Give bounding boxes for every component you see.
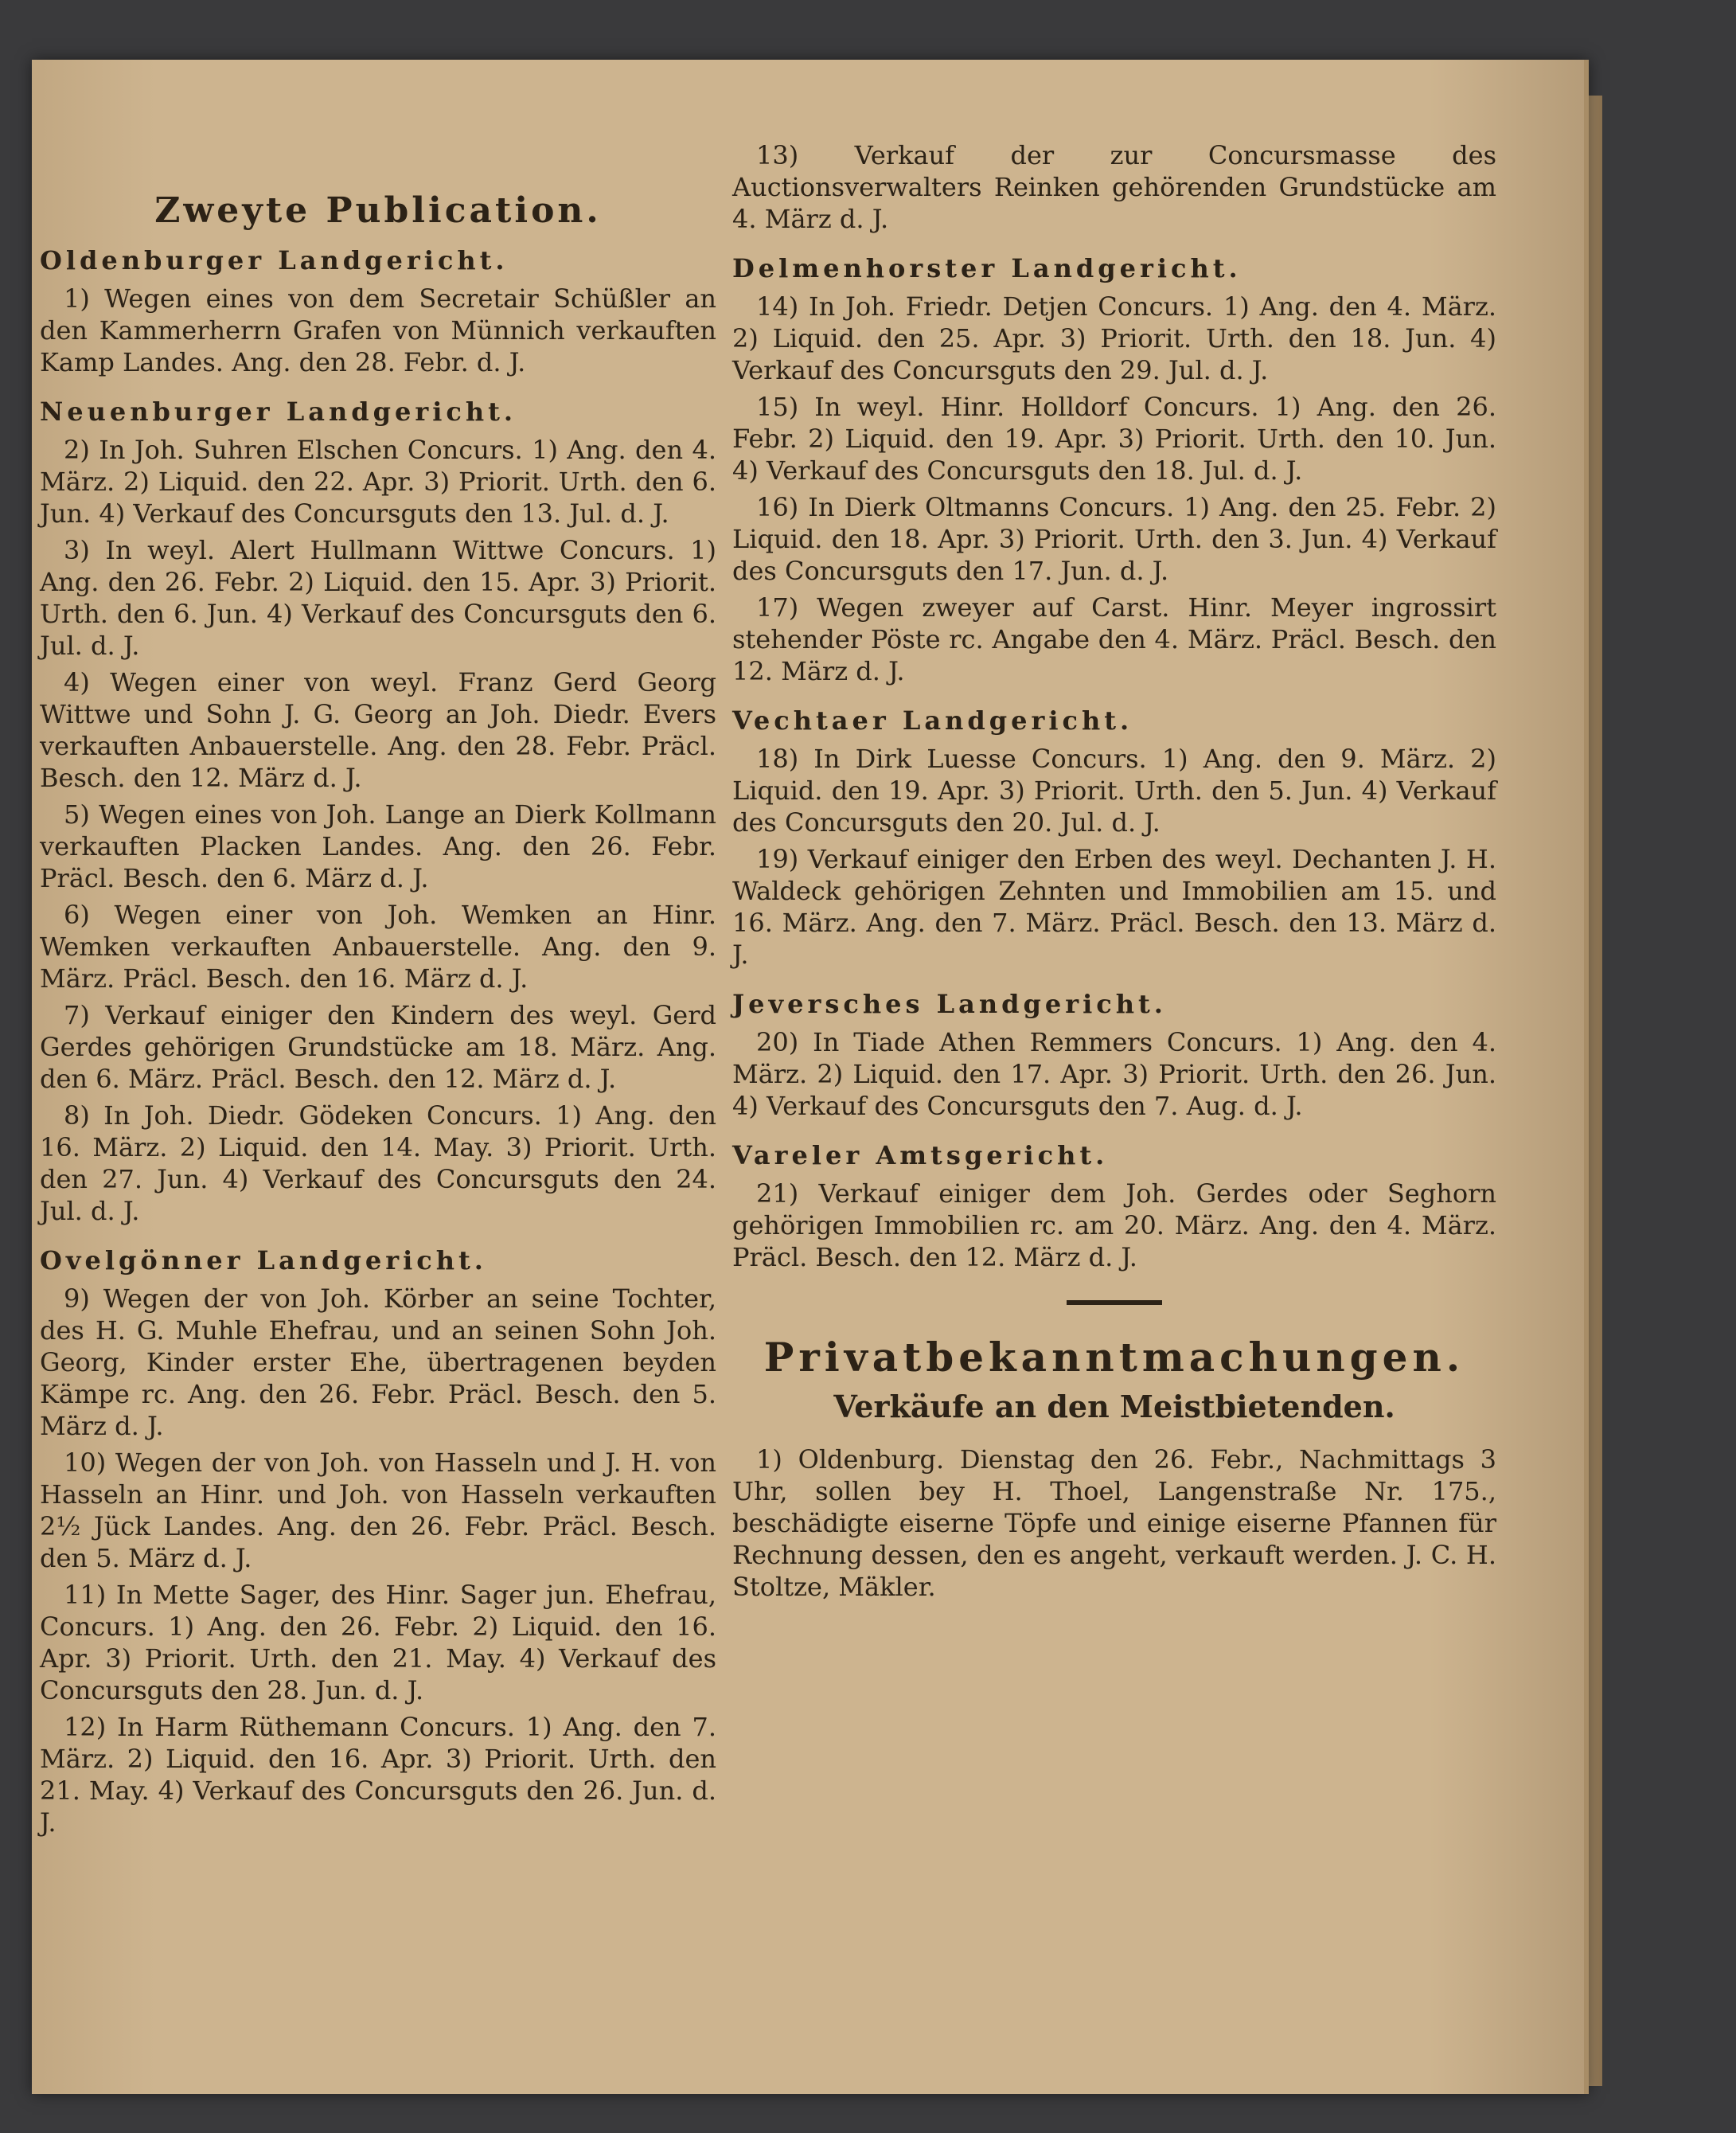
notice-entry: 13) Verkauf der zur Concursmasse des Auctionsverwalters Reinken gehörenden Grundstücke am 4. März d. J. — [732, 140, 1496, 234]
court-heading: Ovelgönner Landgericht. — [40, 1245, 487, 1276]
notice-entry: 17) Wegen zweyer auf Carst. Hinr. Meyer ingrossirt stehender Pöste rc. Angabe den 4. März. Präcl. Besch. den 12. März d. J. — [732, 592, 1496, 686]
notice-entry: 1) Wegen eines von dem Secretair Schüßler an den Kammerherrn Grafen von Münnich verkauften Kamp Landes. Ang. den 28. Febr. d. J. — [40, 283, 716, 377]
newspaper-page — [32, 60, 1589, 2094]
court-heading: Jeversches Landgericht. — [732, 989, 1167, 1019]
notice-entry: 15) In weyl. Hinr. Holldorf Concurs. 1) Ang. den 26. Febr. 2) Liquid. den 19. Apr. 3) Priorit. Urth. den 10. Jun. 4) Verkauf des Concursguts den 18. Jul. d. J. — [732, 392, 1496, 486]
private-notices-title: Privatbekanntmachungen. — [763, 1334, 1465, 1381]
notice-entry: 1) Oldenburg. Dienstag den 26. Febr., Nachmittags 3 Uhr, sollen bey H. Thoel, Langenstraße Nr. 175., beschädigte eiserne Töpfe und einige eiserne Pfannen für Rechnung dessen, den es angeht, verkauft werden. J. C. H. Stoltze, Mäkler. — [732, 1444, 1496, 1602]
notice-entry: 10) Wegen der von Joh. von Hasseln und J. H. von Hasseln an Hinr. und Joh. von Hasseln verkauften 2½ Jück Landes. Ang. den 26. Febr. Präcl. Besch. den 5. März d. J. — [40, 1447, 716, 1573]
right-column — [732, 139, 1496, 1608]
notice-entry: 3) In weyl. Alert Hullmann Wittwe Concurs. 1) Ang. den 26. Febr. 2) Liquid. den 15. Apr. 3) Priorit. Urth. den 6. Jun. 4) Verkauf des Concursguts den 6. Jul. d. J. — [40, 535, 716, 661]
notice-entry: 11) In Mette Sager, des Hinr. Sager jun. Ehefrau, Concurs. 1) Ang. den 26. Febr. 2) Liquid. den 16. Apr. 3) Priorit. Urth. den 21. May. 4) Verkauf des Concursguts den 28. Jun. d. J. — [40, 1580, 716, 1705]
publication-title: Zweyte Publication. — [154, 190, 602, 231]
notice-entry: 7) Verkauf einiger den Kindern des weyl. Gerd Gerdes gehörigen Grundstücke am 18. März. Ang. den 6. März. Präcl. Besch. den 12. März d. J. — [40, 1000, 716, 1094]
private-notices-subtitle: Verkäufe an den Meistbietenden. — [833, 1389, 1395, 1424]
court-heading: Oldenburger Landgericht. — [40, 245, 509, 275]
court-heading: Vechtaer Landgericht. — [732, 705, 1133, 736]
notice-entry: 2) In Joh. Suhren Elschen Concurs. 1) Ang. den 4. März. 2) Liquid. den 22. Apr. 3) Priorit. Urth. den 6. Jun. 4) Verkauf des Concursguts den 13. Jul. d. J. — [40, 435, 716, 529]
section-divider — [1067, 1300, 1162, 1305]
notice-entry: 18) In Dirk Luesse Concurs. 1) Ang. den 9. März. 2) Liquid. den 19. Apr. 3) Priorit. Urth. den 5. Jun. 4) Verkauf des Concursguts den 20. Jul. d. J. — [732, 744, 1496, 838]
notice-entry: 9) Wegen der von Joh. Körber an seine Tochter, des H. G. Muhle Ehefrau, und an seinen Sohn Joh. Georg, Kinder erster Ehe, übertragenen beyden Kämpe rc. Ang. den 26. Febr. Präcl. Besch. den 5. März d. J. — [40, 1283, 716, 1441]
notice-entry: 16) In Dierk Oltmanns Concurs. 1) Ang. den 25. Febr. 2) Liquid. den 18. Apr. 3) Priorit. Urth. den 3. Jun. 4) Verkauf des Concursguts den 17. Jun. d. J. — [732, 492, 1496, 586]
notice-entry: 6) Wegen einer von Joh. Wemken an Hinr. Wemken verkauften Anbauerstelle. Ang. den 9. März. Präcl. Besch. den 16. März d. J. — [40, 900, 716, 994]
notice-entry: 5) Wegen eines von Joh. Lange an Dierk Kollmann verkauften Placken Landes. Ang. den 26. Febr. Präcl. Besch. den 6. März d. J. — [40, 799, 716, 893]
notice-entry: 21) Verkauf einiger dem Joh. Gerdes oder Seghorn gehörigen Immobilien rc. am 20. März. Ang. den 4. März. Präcl. Besch. den 12. März d. J. — [732, 1178, 1496, 1272]
court-heading: Vareler Amtsgericht. — [732, 1140, 1109, 1170]
court-heading: Neuenburger Landgericht. — [40, 397, 517, 427]
court-heading: Delmenhorster Landgericht. — [732, 253, 1242, 283]
notice-entry: 14) In Joh. Friedr. Detjen Concurs. 1) Ang. den 4. März. 2) Liquid. den 25. Apr. 3) Priorit. Urth. den 18. Jun. 4) Verkauf des Concursguts den 29. Jul. d. J. — [732, 291, 1496, 385]
notice-entry: 12) In Harm Rüthemann Concurs. 1) Ang. den 7. März. 2) Liquid. den 16. Apr. 3) Priorit. Urth. den 21. May. 4) Verkauf des Concursguts den 26. Jun. d. J. — [40, 1712, 716, 1838]
notice-entry: 8) In Joh. Diedr. Gödeken Concurs. 1) Ang. den 16. März. 2) Liquid. den 14. May. 3) Priorit. Urth. den 27. Jun. 4) Verkauf des Concursguts den 24. Jul. d. J. — [40, 1100, 716, 1226]
notice-entry: 4) Wegen einer von weyl. Franz Gerd Georg Wittwe und Sohn J. G. Georg an Joh. Diedr. Evers verkauften Anbauerstelle. Ang. den 28. Febr. Präcl. Besch. den 12. März d. J. — [40, 667, 716, 793]
left-column — [40, 139, 716, 1843]
notice-entry: 20) In Tiade Athen Remmers Concurs. 1) Ang. den 4. März. 2) Liquid. den 17. Apr. 3) Priorit. Urth. den 26. Jun. 4) Verkauf des Concursguts den 7. Aug. d. J. — [732, 1027, 1496, 1121]
notice-entry: 19) Verkauf einiger den Erben des weyl. Dechanten J. H. Waldeck gehörigen Zehnten und Immobilien am 15. und 16. März. Ang. den 7. März. Präcl. Besch. den 13. März d. J. — [732, 844, 1496, 970]
